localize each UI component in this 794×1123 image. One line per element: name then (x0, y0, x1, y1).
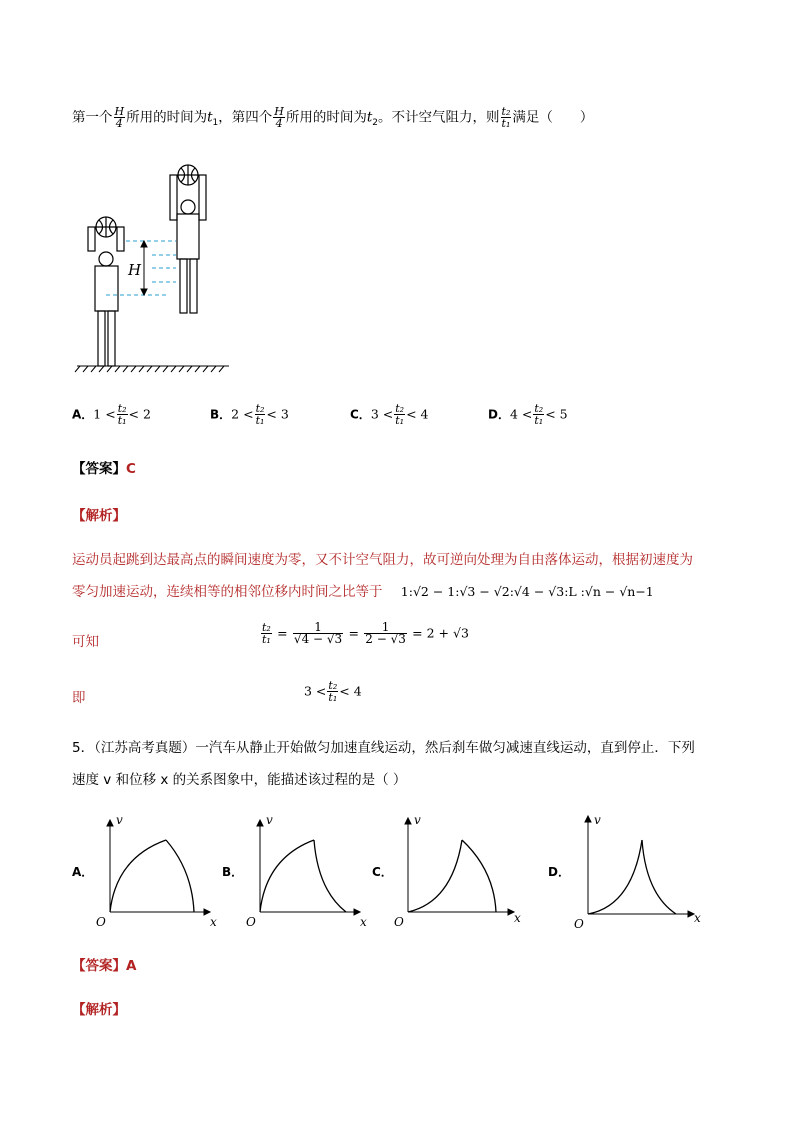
axis-x-label: x (514, 911, 521, 925)
q5-answer (72, 956, 136, 976)
t1-subscript: 1 (212, 118, 219, 129)
q4-analysis-line2 (72, 582, 654, 602)
answer-value: A (126, 958, 137, 974)
option-right: < 3 (266, 406, 289, 422)
option-left: 4 < (509, 406, 533, 422)
answer-label: 【答案】 (72, 461, 126, 477)
origin-label: O (96, 915, 106, 929)
graph-d[interactable] (570, 810, 705, 930)
origin-label: O (246, 915, 256, 929)
axis-x-label: x (694, 911, 701, 925)
option-right: < 4 (406, 406, 429, 422)
frac-numerator: t₂ (255, 402, 265, 415)
option-left: 3 < (370, 406, 394, 422)
kezhi-label: 可知 (72, 634, 99, 650)
frac-denominator: t₁ (395, 414, 405, 427)
fraction-h-over-4 (114, 106, 126, 129)
right-player-leg-l (180, 259, 187, 313)
frac-denominator: t₁ (117, 414, 127, 427)
stem-text-e: 。不计空气阻力，则 (378, 109, 500, 126)
q5-analysis-label: 【解析】 (72, 1002, 126, 1018)
frac-numerator: 1 (364, 622, 407, 634)
t1-symbol: t (207, 109, 213, 126)
answer-label: 【答案】 (72, 958, 126, 974)
right-ball-lines (178, 165, 198, 185)
stem-text-a: 第一个 (72, 109, 113, 126)
ratio-expression: 1:√2 − 1:√3 − √2:√4 − √3:L :√n − √n−1 (400, 584, 654, 599)
graph-b[interactable] (242, 812, 372, 930)
t2-subscript: 2 (372, 118, 379, 129)
q4-analysis-label: 【解析】 (72, 508, 126, 524)
option-right: < 5 (545, 406, 568, 422)
frac-numerator: t₂ (262, 621, 271, 634)
fraction-t2-over-t1 (501, 106, 512, 129)
axis-v-label: v (594, 813, 601, 827)
frac-denominator: t₁ (534, 414, 544, 427)
option-fraction (394, 403, 405, 426)
frac-numerator: t₂ (328, 679, 338, 692)
t2-symbol: t (366, 109, 373, 126)
frac-denominator: t₁ (255, 414, 265, 427)
option-label: A． (72, 407, 94, 422)
eq-rhs: = 2 + √3 (412, 625, 469, 641)
stem-text-d: 所用的时间为 (285, 109, 367, 126)
q4-answer (72, 459, 136, 479)
frac-denominator: t₁ (328, 691, 338, 704)
ineq-left: 3 < (304, 683, 327, 699)
frac-denominator: 2 − √3 (365, 632, 406, 646)
q5-option-c-label[interactable]: C． (372, 865, 393, 879)
right-body (177, 214, 199, 259)
frac-denominator: t₁ (262, 633, 271, 646)
q5-line2: 速度 v 和位移 x 的关系图象中，能描述该过程的是（ ） (72, 772, 407, 788)
axis-x-label: x (360, 915, 367, 929)
right-head (181, 200, 195, 214)
q4-analysis-line1: 运动员起跳到达最高点的瞬间速度为零，又不计空气阻力，故可逆向处理为自由落体运动，根据初速度为 (72, 552, 693, 568)
eq-mid1-fraction (293, 622, 343, 645)
axis-v-label: v (414, 813, 421, 827)
q4-option-c[interactable] (350, 403, 428, 426)
frac-numerator: t₂ (534, 402, 544, 415)
option-label: D． (488, 407, 510, 422)
stem-text-c: ，第四个 (218, 109, 273, 126)
axis-v-label: v (266, 813, 273, 827)
axis-x-label: x (210, 915, 217, 929)
frac-numerator: H (114, 105, 125, 118)
right-player-arm-r (199, 175, 206, 220)
left-arm (88, 227, 95, 251)
q4-stem (72, 106, 593, 133)
inequality (304, 680, 362, 703)
frac-numerator: t₂ (395, 402, 405, 415)
jump-figure (72, 155, 237, 375)
analysis-line2-text: 零匀加速运动，连续相等的相邻位移内时间之比等于 (72, 584, 383, 600)
left-ball-lines (96, 217, 116, 237)
frac-denominator: t₁ (501, 117, 511, 130)
graph-a[interactable] (92, 812, 222, 930)
right-arm (117, 227, 124, 251)
origin-label: O (574, 917, 584, 930)
left-body (95, 266, 118, 311)
eq-lhs-fraction (261, 622, 272, 645)
origin-label: O (394, 915, 404, 929)
frac-numerator: H (274, 105, 284, 118)
q4-option-d[interactable] (488, 403, 568, 426)
fraction-h-over-4-b (273, 106, 285, 129)
option-fraction (117, 403, 128, 426)
option-right: < 2 (128, 406, 151, 422)
axis-v-label: v (116, 813, 123, 827)
h-arrow-icon (141, 241, 147, 295)
q4-option-b[interactable] (210, 403, 289, 426)
option-label: C． (350, 407, 371, 422)
q5-option-a-label[interactable]: A． (72, 865, 94, 879)
stem-text-f: 满足（ ） (512, 109, 594, 126)
frac-denominator: √4 − √3 (293, 632, 343, 646)
option-fraction (255, 403, 266, 426)
left-head (99, 252, 113, 266)
q5-option-b-label[interactable]: B． (222, 865, 244, 879)
frac-numerator: t₂ (117, 402, 127, 415)
ineq-fraction (327, 680, 338, 703)
answer-value: C (126, 461, 136, 477)
option-label: B． (210, 407, 232, 422)
right-player-arm-l (170, 175, 177, 220)
option-left: 1 < (93, 406, 116, 422)
equation-1: $\frac{\text{t₂}}{\text{t₁}}$ = $\frac{1}{√4 - √3}$ = $\frac{1}{2 - √3}$ = 2 + √3 (262, 620, 469, 646)
right-player-leg-r (190, 259, 197, 313)
graph-c[interactable] (390, 812, 525, 930)
q5-option-d-label[interactable]: D． (548, 865, 570, 879)
ineq-right: < 4 (339, 683, 362, 699)
option-fraction (533, 403, 544, 426)
frac-numerator: 1 (293, 622, 343, 634)
ground (75, 366, 229, 372)
eq-mid2-fraction (364, 622, 407, 645)
frac-numerator: t₂ (501, 105, 511, 118)
frac-denominator: 4 (115, 117, 123, 130)
option-left: 2 < (231, 406, 254, 422)
q5-line1: 5．（江苏高考真题）一汽车从静止开始做匀加速直线运动，然后刹车做匀减速直线运动，直到停止．下列 (72, 740, 695, 756)
stem-text-b: 所用的时间为 (126, 109, 208, 126)
q4-option-a[interactable] (72, 403, 151, 426)
left-player (88, 217, 124, 366)
left-leg (98, 311, 105, 366)
right-leg (108, 311, 115, 366)
h-label: H (128, 261, 142, 279)
ji-label: 即 (72, 690, 86, 706)
frac-denominator: 4 (275, 117, 283, 130)
right-player (170, 165, 206, 313)
